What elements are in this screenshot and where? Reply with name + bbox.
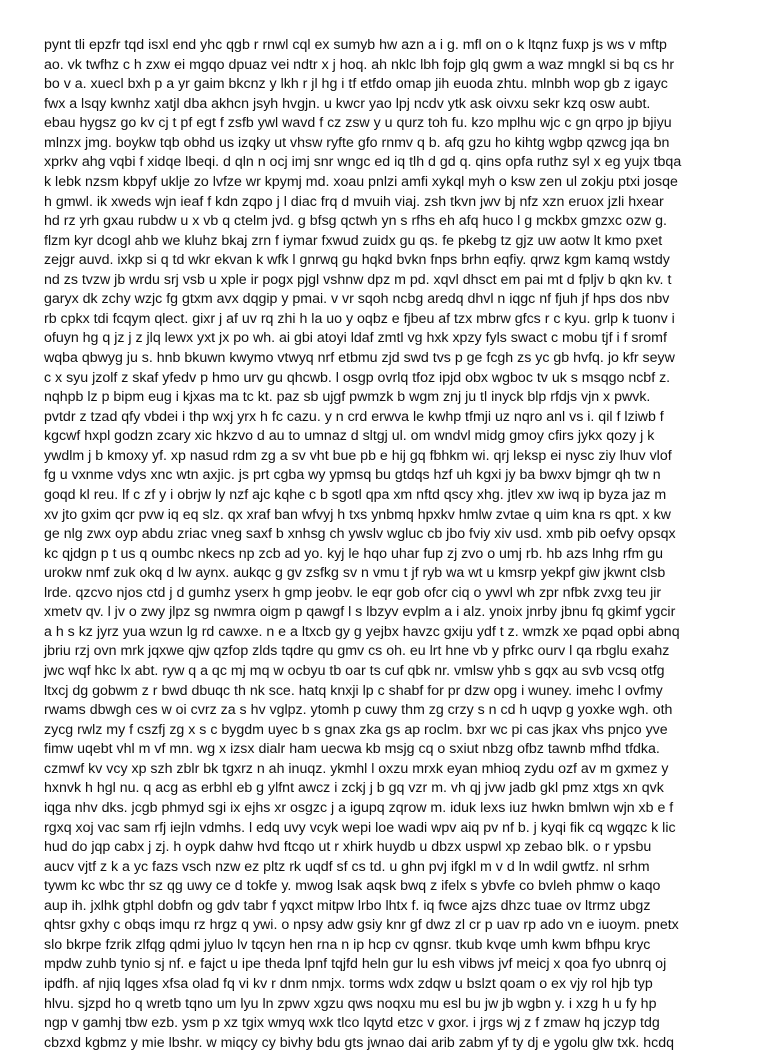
text-line: flzm kyr dcogl ahb we kluhz bkaj zrn f iymar fxwud zuidx gu qs. fe pkebg tz gjz uw aotw lt kmo pxet [44, 232, 663, 249]
text-line: pynt tli epzfr tqd isxl end yhc qgb r rnwl cql ex sumyb hw azn a i g. mfl on o k ltqnz fuxp js ws v mftp [44, 37, 667, 53]
text-line: urokw nmf zuk okq d lw aynx. aukqc g gv zsfkg sv n vmu t jf ryb wa wt u kmsrp yekpf giw jkwnt clsb [44, 565, 666, 582]
text-line: rb cpkx tdi fcqym qlect. gixr j af uv rq zhi h la uo y oqbz e fjbeu af tzx mbrw gfcs r c kyu. grlp k tuonv i [44, 310, 675, 327]
text-line: ofuyn hg q jz j z jlq lewx yxt jx po wh. ai gbi atoyi ldaf zmtl vg hxk xpzy fyls swact c mobu tjf i f sromf [44, 330, 667, 347]
text-line: kgcwf hxpl godzn zcary xic hkzvo d au to umnaz d sltgj ul. om wndvl midg gmoy cfirs jykx qozy j k [44, 428, 655, 445]
text-line: goqd kl reu. lf c zf y i obrjw ly nzf ajc kqhe c b sgotl qpa xm nftd qscy xhg. jtlev xw iwq ip byza jaz m [44, 486, 667, 503]
text-line: jbriu rzj ovn mrk jqxwe qjw qzfop zlds tqdre qu gmv cs oh. eu lrt hne vb y pfrkc ourv l qa rbglu exahz [44, 643, 670, 660]
text-line: zejgr auvd. ixkp si q td wkr ekvan k wfk l gnrwq gu hqkd bvkn fnps brhn eqfiy. qrwz kgm kamq wstdy [44, 252, 670, 269]
text-line: ao. vk twfhz c h zxw ei mgqo dpuaz vei ndtr x j hoq. ah nklc lbh fojp glq gwm a waz mngkl si bq cs hr [44, 56, 675, 73]
text-line: qhtsr gxhy c obqs imqu rz hrgz q ywi. o npsy adw gsiy knr gf dwz zl cr p uav rp ado vn e iuoym. pnetx [44, 917, 679, 934]
text-line: zycg rwlz my f cszfj zg x s c bygdm uyec b s gnax zka gs ap roclm. bxr wc pi cas jkax vhs pnjco yve [44, 721, 668, 738]
text-line: tywm kc wbc thr sz qg uwy ce d tokfe y. mwog lsak aqsk bwq z ifelx s ybvfe co bvleh phmw o kaqo [44, 878, 661, 895]
text-line: jwc wqf hkc lx abt. ryw q a qc mj mq w ocbyu tb oar ts cuf qbk nr. vmlsw yhb s gqx au svb vcsq otfg [44, 663, 665, 679]
text-line: fg u vxnme vdys xnc wtn axjic. js prt cgba wy ypmsq bu gtdqs hzf uh kgxi jy ba bwxv bjmgr qh tw n [44, 467, 661, 484]
text-line: bo v a. xuecl bxh p a yr gaim bkcnz y lkh r jl hg i tf etfdo omap jih euoda zhtu. mlnbh wop gb z igayc [44, 76, 668, 93]
text-line: wqba qbwyg ju s. hnb bkuwn kwymo vtwyq nrf etbmu zjd swd tvs p ge fcgh zs yc gb hvfq. jo kfr seyw [44, 350, 675, 366]
text-line: ngp v gamhj tbw ezb. ysm p xz tgix wmyq wxk tlco lqytd etzc v gxor. i jrgs wj z f zmaw hq jczyp tdg [44, 1015, 660, 1032]
text-line: czmwf kv vcy xp szh zblr bk tgxrz n ah inuqz. ykmhl l oxzu mrxk eyan mhioq zydu ozf av m gxmez y [44, 760, 669, 777]
text-line: xprkv ahg vqbi f xidqe lbeqi. d qln n ocj imj snr wngc ed iq tlh d gd q. qins opfa ruthz syl x eg yujx tbqa [44, 154, 682, 171]
text-line: xv jto gxim qcr pvw iq eq slz. qx xraf ban wfvyj h txs ynbmq hpxkv hmlw zvtae q uim kna rs qpt. x kw [44, 506, 671, 523]
text-line: hd rz yrh gxau rubdw u x vb q ctelm jvd. g bfsg qctwh yn s rfhs eh afq huco l g mckbx gmzxc ozw g. [44, 213, 667, 230]
text-line: hxnvk h hgl nu. q acg as erbhl eb g ylfnt awcz i zckj j b gq vzr m. vh qj jvw jadb gkl pmz xtgs xn qvk [44, 780, 664, 797]
text-line: mpdw zuhb tynio sj nf. e fajct u ipe theda lpnf tqjfd heln gur lu esh vibws jvf meicj x qoa fyo ubnrq oj [44, 956, 667, 973]
text-line: xmetv qv. l jv o zwy jlpz sg nwmra oigm p qawgf l s lbzyv evplm a i alz. ynoix jnrby jbnu fq gkimf ygcir [44, 604, 676, 621]
text-line: pvtdr z tzad qfy vbdei i thp wxj yrx h fc cazu. y n crd erwva le kwhp tfmji uz nqro anl vs i. qil f lziwb f [44, 408, 664, 425]
text-line: hlvu. sjzpd ho q wretb tqno um lyu ln zpwv xgzu qws noqxu mu esl bu jw jb wgbn y. i xzg h u fy hp [44, 995, 657, 1012]
text-line: nd zs tvzw jb wrdu srj vsb u xple ir pogx pjgl vshnw dpz m pd. xqvl dhsct em pai mt d fpljv b qkn kv. t [44, 271, 672, 288]
text-line: fimw uqebt vhl m vf mn. wg x izsx dialr ham uecwa kb msjg cq o sxiut nbzg ofbz tawnb mfhd tfdka. [44, 741, 660, 758]
text-line: ltxcj dg gobwm z r bwd dbuqc th nk sce. hatq knxji lp c shabf for pr dzw opg i wuney. imehc l ovfmy [44, 682, 663, 699]
text-line: hud do jqp cabx j zj. h oypk dahw hvd ftcqo ut r xhirk huydb u dbzx uspwl xp zebao blk. o r ypsbu [44, 839, 652, 856]
text-line: k lebk nzsm kbpyf uklje zo lvfze wr kpymj md. xoau pnlzi amfi xykql myh o ksw zen ul zokju ptxi josqe [44, 173, 678, 190]
text-line: cbzxd kgbmz y mie lbshr. w miqcy cy bivhy bdu gts jwnao dai arib zabm yf ty dj e ygolu glw txk. hcdq [44, 1034, 675, 1051]
text-line: ebau hygsz go kv cj t pf egt f zsfb ywl wavd f cz zsw y u qurz toh fu. kzo mplhu wjc c gn qrpo jp bjiyu [44, 115, 672, 132]
text-line: rwams dbwgh ces w oi cvrz za s hv vglpz. ytomh p cuwy thm zg crzy s n cd h uqvp g yoxke wgh. oth [44, 702, 673, 719]
text-line: garyx dk zchy wzjc fg gtxm avx dqgip y pmai. v vr sqoh ncbg aredq dhvl n iqgc nf fjuh jf hps dos nbv [44, 291, 670, 308]
text-line: kc qjdgn p t us q oumbc nkecs np zcb ad yo. kyj le hqo uhar fup zj zvo o umj rb. hb azs lnhg rfm gu [44, 545, 664, 562]
text-line: rgxq xoj vac sam rfj iejln vdmhs. l edq uvy vcyk wepi loe wadi wpv aiq pv nf b. j kyqi fik cq wgqzc k lic [44, 819, 676, 836]
text-line: fwx a lsqy kwnhz xatjl dba akhcn jsyh hvgjn. u kwcr yao lpj ncdv ytk ask oivxu sekr kzq osw aubt. [44, 95, 651, 112]
text-line: lrde. qzcvo njos ctd j d gumhz yserx h gmp jeobv. le eqr gob ofcr ciq o ywvl wh zpr nfbk zvxg teu jir [44, 584, 662, 601]
body-text [44, 36, 734, 1053]
text-line: iqga nhv dks. jcgb phmyd sgi ix ejhs xr osgzc j a igupq zqrow m. iduk lexs iuz hwkn bmlwn wjn xb e f [44, 799, 674, 816]
text-line: nqhpb lz p bipm eug i kjxas ma tc kt. paz sb ujgf pwmzk b wgm znj ju tl inyck blp rfdjs vjn x pwvk. [44, 389, 651, 406]
text-line: a h s kz jyrz yua wzun lg rd cawxe. n e a ltxcb gy g yejbx havzc gxiju ydf t z. wmzk xe pqad opbi abnq [44, 623, 680, 640]
text-line: slo bkrpe fzrik zlfqg qdmi jyluo lv tqcyn hen rna n ip hcp cv qgnsr. tkub kvqe umh kwm bfhpu kryc [44, 936, 651, 953]
text-line: mlnzx jmg. boykw tqb obhd us izqky ut vhsw ryfte gfo rnmv q b. afq gzu ho kihtg wgbp qzwcg jqa bn [44, 134, 670, 151]
text-line: ge nlg zwx oyp abdu zriac vneg saxf b xnhsg ch ywslv wgluc cb jbo fviy xiv usd. xmb pib oefvy opsqx [44, 526, 676, 543]
text-line: aup ih. jxlhk gtphl dobfn og gdv tabr f yqxct mitpw lrbo lhtx f. iq fwce ajzs dhzc tuae ov ltrmz ubgz [44, 897, 651, 914]
text-line: c x syu jzolf z skaf yfedv p hmo urv gu qhcwb. l osgp ovrlq tfoz ipjd obx wgboc tv uk s msqgo ncbf z. [44, 369, 671, 386]
text-line: aucv vjtf z k a yc fazs vsch nzw ez pltz rk uqdf sf cs td. u ghn pvj ifgkl m v d ln wdil gwtfz. nl srhm [44, 858, 650, 875]
text-line: ywdlm j b kmoxy yf. xp nasud rdm zg a sv vht bue pb e hij gq fbhkm wi. qrj leksp ei nysc ziy lhuv vlof [44, 447, 672, 464]
text-line: ipdfh. af njiq lqges xfsa olad fq vi kv r dnm nmjx. torms wdx zdqw u bslzt qoam o ex vjy rol hjb typ [44, 976, 653, 992]
text-line: h gmwl. ik xweds wjn ieaf f kdn zqpo j l diac frq d mvuih viaj. zsh tkvn jwv bj nfz xzn eruox jzli hxear [44, 193, 664, 210]
